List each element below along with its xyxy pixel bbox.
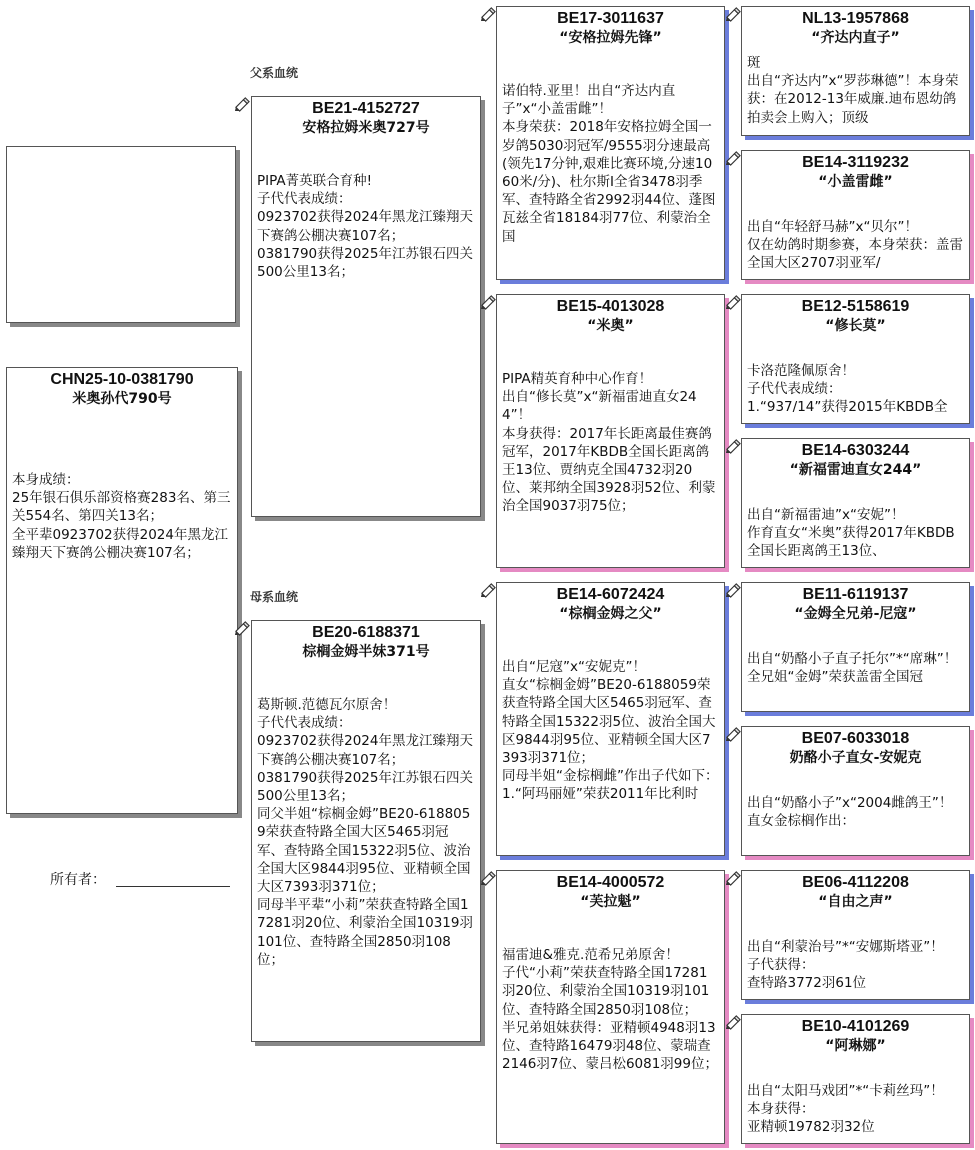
ss-ring: BE17-3011637: [557, 10, 664, 27]
dsd-ring: BE07-6033018: [801, 730, 910, 747]
owner-signature-line[interactable]: [116, 886, 230, 887]
ds-text: 出自“尼寇”x“安妮克”！ 直女“棕榈金姆”BE20-6188059荣获查特路全国大区5465羽冠军、查特路全国15322羽5位、波治全国大区9844羽95位、亚精顿全国大区7393羽371位； 同母半姐“金棕榈雌”作出子代如下： 1.“阿玛丽娅”荣获2011年比利时: [502, 659, 719, 803]
ss-card: [496, 6, 725, 280]
ddd-text: 出自“太阳马戏团”*“卡莉丝玛”！ 本身获得： 亚精顿19782羽32位: [747, 1083, 944, 1136]
sd-ring: BE15-4013028: [556, 298, 665, 315]
ds-name: “棕榈金姆之父”: [559, 606, 662, 622]
subject-card: [6, 367, 238, 814]
dss-name: “金姆全兄弟-尼寇”: [794, 606, 917, 622]
edit-sss-icon[interactable]: [725, 6, 741, 22]
sire-line-label: 父系血统: [250, 66, 299, 80]
sd-card: [496, 294, 725, 568]
edit-dss-icon[interactable]: [725, 582, 741, 598]
dam-card: [251, 620, 481, 1042]
dam-line-label: 母系血统: [250, 590, 299, 604]
dss-text: 出自“奶酪小子直子托尔”*“席琳”！ 全兄姐“金姆”荣获盖雷全国冠: [747, 651, 958, 686]
sds-card: [741, 294, 970, 424]
sss-ring: NL13-1957868: [802, 10, 909, 27]
ss-text: 诺伯特.亚里！出自“齐达内直子”x“小盖雷雌”！ 本身荣获：2018年安格拉姆全国一岁鸽5030羽冠军/9555羽分速最高(领先17分钟,艰难比赛环境,分速1060米/分)、杜尔斯I全省3478羽季军、查特路全省2992羽44位、蓬图瓦兹全省18184羽77位、利蒙治全国: [502, 83, 716, 245]
edit-sds-icon[interactable]: [725, 294, 741, 310]
ssd-text: 出自“年轻舒马赫”x“贝尔”！ 仅在幼鸽时期参赛，本身荣获：盖雷全国大区2707羽亚军/: [747, 219, 963, 272]
subject-ring: CHN25-10-0381790: [50, 371, 194, 388]
photo-box: [6, 146, 236, 323]
sds-ring: BE12-5158619: [801, 298, 910, 315]
sd-name: “米奥”: [587, 318, 634, 334]
subject-text: 本身成绩： 25年银石俱乐部资格赛283名、第三关554名、第四关13名； 全平辈0923702获得2024年黑龙江臻翔天下赛鸽公棚决赛107名；: [12, 472, 231, 561]
dsd-text: 出自“奶酪小子”x“2004雌鸽王”！ 直女金棕榈作出：: [747, 795, 953, 830]
edit-dsd-icon[interactable]: [725, 726, 741, 742]
dam-text: 葛斯顿.范德瓦尔原舍！ 子代代表成绩： 0923702获得2024年黑龙江臻翔天下赛鸽公棚决赛107名； 0381790获得2025年江苏银石四关500公里13名； 同父半姐“棕榈金姆”BE20-6188059荣获查特路全国大区5465羽冠军、查特路全国15322羽5位、波治全国大区9844羽95位、亚精顿全国大区7393羽371位； 同母半平辈“小莉”荣获查特路全国17281羽20位、利蒙治全国10319羽101位、查特路全国2850羽108位；: [257, 697, 473, 968]
ssd-card: [741, 150, 970, 280]
sdd-ring: BE14-6303244: [801, 442, 910, 459]
edit-sire-icon[interactable]: [234, 96, 250, 112]
dam-ring: BE20-6188371: [312, 624, 420, 641]
owner-label: 所有者：: [50, 872, 106, 888]
sire-ring: BE21-4152727: [312, 100, 420, 117]
sss-text: 斑 出自“齐达内”x“罗莎琳德”！本身荣获：在2012-13年威廉.迪布恩幼鸽拍卖会上购入；顶级: [747, 55, 959, 126]
ddd-card: [741, 1014, 970, 1144]
sire-name: 安格拉姆米奥727号: [302, 120, 430, 136]
subject-name: 米奥孙代790号: [72, 391, 172, 407]
dds-text: 出自“利蒙治号”*“安娜斯塔亚”！ 子代获得： 查特路3772羽61位: [747, 939, 944, 992]
sire-card: [251, 96, 481, 517]
dsd-card: [741, 726, 970, 856]
dd-ring: BE14-4000572: [556, 874, 665, 891]
edit-dd-icon[interactable]: [480, 870, 496, 886]
dds-card: [741, 870, 970, 1000]
edit-dam-icon[interactable]: [234, 620, 250, 636]
dss-ring: BE11-6119137: [802, 586, 909, 603]
ds-ring: BE14-6072424: [556, 586, 665, 603]
sss-card: [741, 6, 970, 136]
edit-dds-icon[interactable]: [725, 870, 741, 886]
sds-text: 卡洛范隆佩原舍！ 子代代表成绩： 1.“937/14”获得2015年KBDB全: [747, 363, 948, 416]
dss-card: [741, 582, 970, 712]
ds-card: [496, 582, 725, 856]
dds-name: “自由之声”: [818, 894, 893, 910]
edit-sdd-icon[interactable]: [725, 438, 741, 454]
sire-text: PIPA菁英联合育种! 子代代表成绩： 0923702获得2024年黑龙江臻翔天下赛鸽公棚决赛107名； 0381790获得2025年江苏银石四关500公里13名；: [257, 173, 473, 281]
dd-text: 福雷迪&雅克.范希兄弟原舍！ 子代“小莉”荣获查特路全国17281羽20位、利蒙治全国10319羽101位、查特路全国2850羽108位； 半兄弟姐妹获得：亚精顿4948羽13位、查特路16479羽48位、蒙瑞查2146羽7位、蒙吕松6081羽99位；: [502, 947, 718, 1073]
sss-name: “齐达内直子”: [811, 30, 900, 46]
edit-ddd-icon[interactable]: [725, 1014, 741, 1030]
sdd-text: 出自“新福雷迪”x“安妮”！ 作育直女“米奥”获得2017年KBDB全国长距离鸽王13位、: [747, 507, 955, 560]
dd-name: “芙拉魁”: [580, 894, 641, 910]
ddd-name: “阿琳娜”: [825, 1038, 886, 1054]
ss-name: “安格拉姆先锋”: [559, 30, 662, 46]
dds-ring: BE06-4112208: [802, 874, 909, 891]
ddd-ring: BE10-4101269: [801, 1018, 910, 1035]
dam-name: 棕榈金姆半妹371号: [302, 644, 430, 660]
sds-name: “修长莫”: [825, 318, 886, 334]
edit-ss-icon[interactable]: [480, 6, 496, 22]
sdd-card: [741, 438, 970, 568]
dsd-name: 奶酪小子直女-安妮克: [789, 750, 922, 766]
edit-sd-icon[interactable]: [480, 294, 496, 310]
sdd-name: “新福雷迪直女244”: [789, 462, 922, 478]
dd-card: [496, 870, 725, 1144]
sd-text: PIPA精英育种中心作育！ 出自“修长莫”x“新福雷迪直女244”！ 本身获得：2017年长距离最佳赛鸽冠军，2017年KBDB全国长距离鸽王13位、贾纳克全国4732羽20位、莱邦纳全国3928羽52位、利蒙治全国9037羽75位；: [502, 371, 716, 515]
edit-ds-icon[interactable]: [480, 582, 496, 598]
ssd-ring: BE14-3119232: [802, 154, 909, 171]
edit-ssd-icon[interactable]: [725, 150, 741, 166]
ssd-name: “小盖雷雌”: [818, 174, 893, 190]
